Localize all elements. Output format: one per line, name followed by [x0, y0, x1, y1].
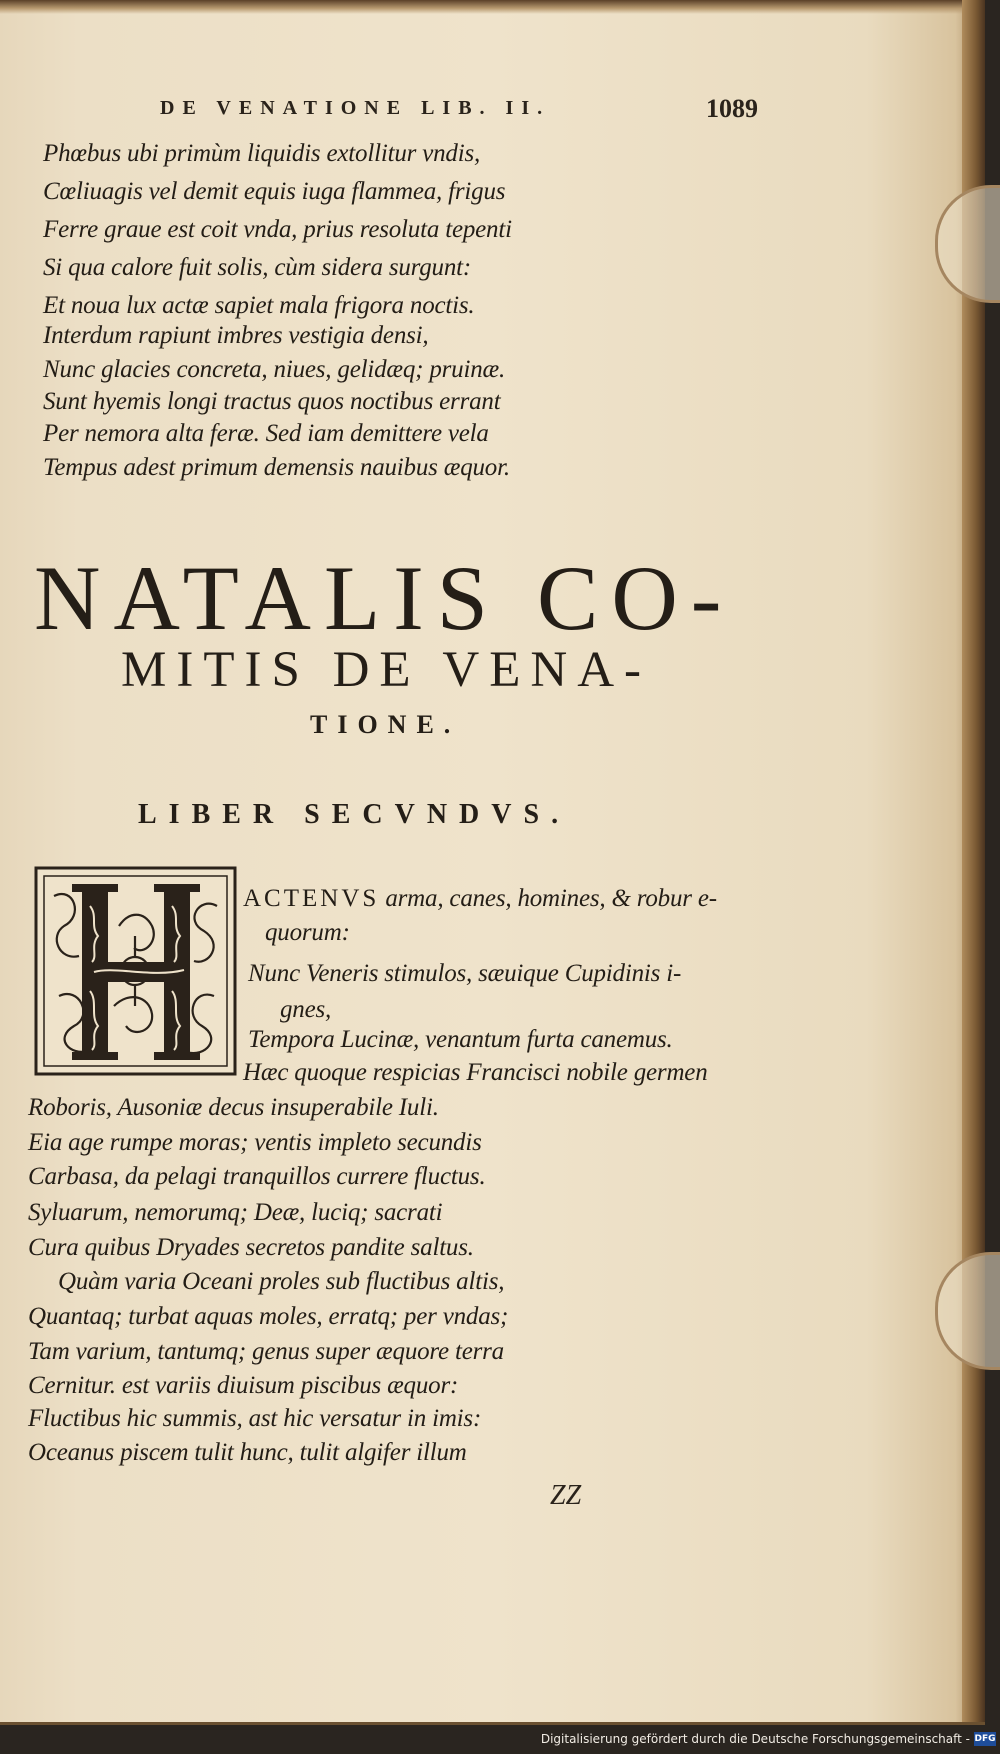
verse-line: Per nemora alta feræ. Sed iam demittere vela — [43, 420, 489, 447]
title-line-3: TIONE. — [310, 710, 461, 739]
verse-line: Fluctibus hic summis, ast hic versatur in imis: — [28, 1405, 482, 1432]
verse-line: Syluarum, nemorumq; Deæ, luciq; sacrati — [28, 1199, 443, 1226]
verse-line: Ferre graue est coit vnda, prius resoluta tepenti — [43, 216, 512, 243]
book-subtitle: LIBER SECVNDVS. — [138, 799, 571, 830]
dfg-logo: DFG — [974, 1734, 996, 1744]
verse-line: Tam varium, tantumq; genus super æquore terra — [28, 1338, 504, 1365]
verse-line: Hæc quoque respicias Francisci nobile germen — [243, 1059, 708, 1086]
verse-line: Nunc glacies concreta, niues, gelidæq; pruinæ. — [43, 356, 506, 383]
verse-line: Cura quibus Dryades secretos pandite saltus. — [28, 1234, 474, 1261]
verse-line: Oceanus piscem tulit hunc, tulit algifer illum — [28, 1439, 467, 1466]
first-verse-rest: arma, canes, homines, & robur e- — [379, 885, 717, 912]
verse-line: Interdum rapiunt imbres vestigia densi, — [43, 322, 429, 349]
verse-line: Nunc Veneris stimulos, sæuique Cupidinis i- — [248, 960, 682, 987]
verse-line: Tempus adest primum demensis nauibus æquor. — [43, 454, 510, 481]
verse-line: Quantaq; turbat aquas moles, erratq; per vndas; — [28, 1303, 509, 1330]
verse-line: Phœbus ubi primùm liquidis extollitur vndis, — [43, 140, 481, 167]
folio-number: 1089 — [706, 94, 758, 123]
verse-line: Roboris, Ausoniæ decus insuperabile Iuli. — [28, 1094, 439, 1121]
verse-line: Quàm varia Oceani proles sub fluctibus altis, — [58, 1268, 505, 1295]
title-line-1: NATALIS CO- — [34, 547, 735, 649]
verse-line: Sunt hyemis longi tractus quos noctibus errant — [43, 388, 501, 415]
verse-line: Carbasa, da pelagi tranquillos currere fluctus. — [28, 1163, 486, 1190]
first-verse-line — [243, 880, 717, 918]
verse-line: Tempora Lucinæ, venantum furta canemus. — [248, 1026, 673, 1053]
verse-line: Et noua lux actæ sapiet mala frigora noctis. — [43, 292, 475, 319]
verse-line: Cœliuagis vel demit equis iuga flammea, frigus — [43, 178, 506, 205]
decorated-initial-h — [34, 866, 237, 1076]
funding-credit: Digitalisierung gefördert durch die Deutsche Forschungsgemeinschaft - — [540, 1732, 970, 1746]
first-verse-caps: ACTENVS — [243, 885, 380, 912]
page-tab-top — [935, 185, 1000, 303]
verse-line: Si qua calore fuit solis, cùm sidera surgunt: — [43, 254, 472, 281]
verse-line: Eia age rumpe moras; ventis impleto secundis — [28, 1129, 482, 1156]
page-tab-bottom — [935, 1252, 1000, 1370]
verse-line: gnes, — [280, 996, 332, 1023]
verse-line: quorum: — [265, 919, 350, 946]
title-line-2: MITIS DE VENA- — [121, 642, 652, 698]
verse-line: Cernitur. est variis diuisum piscibus æquor: — [28, 1372, 459, 1399]
running-head: DE VENATIONE LIB. II. — [160, 97, 551, 119]
signature-mark: ZZ — [550, 1480, 582, 1511]
